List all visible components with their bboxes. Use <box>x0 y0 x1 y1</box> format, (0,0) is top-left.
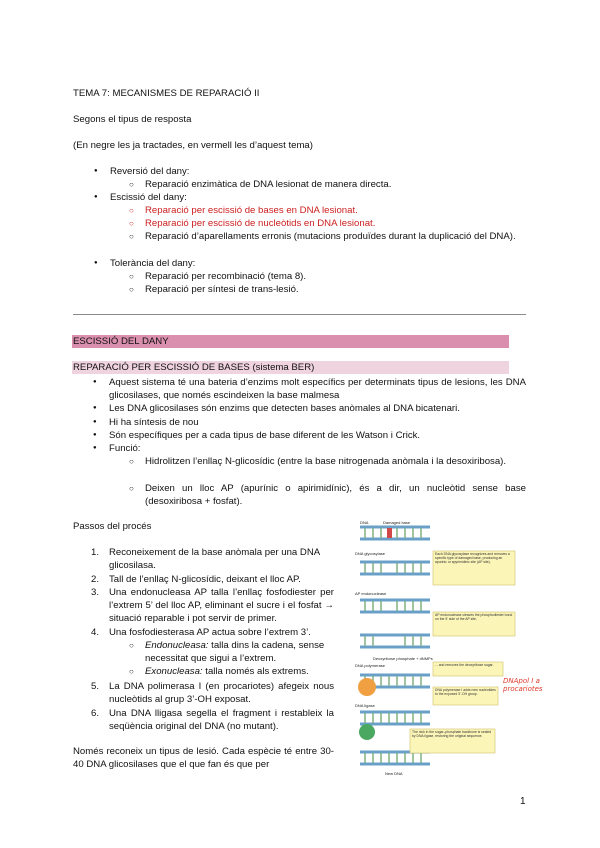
callout-text: DNA polymerase I adds new nucleotides to the exposed 3’-OH group. <box>435 688 496 697</box>
figure-label: DNA polymerase <box>355 663 386 668</box>
term: Endonucleasa: <box>145 640 209 651</box>
ber-point: ● Hi ha síntesis de nou <box>109 416 199 429</box>
step-number: 5. <box>91 681 100 692</box>
step-text: Una endonucleasa AP talla l’enllaç fosfodiester per l’extrem 5’ del lloc AP, eliminant el sucre i el fosfat → situació reparable i pot servir de primer. <box>109 587 334 624</box>
ber-point: ● Les DNA glicosilases són enzims que detecten bases anòmales al DNA bicatenari. <box>109 402 460 415</box>
step-text: La DNA polimerasa I (en procariotes) afegeix nous nucleòtids al grup 3’-OH exposat. <box>109 681 334 705</box>
figure-label: DNA glycosylase <box>355 551 386 556</box>
outline-subitem: ○ Reparació per escissió de nucleòtids en DNA lesionat. <box>145 217 375 230</box>
funcio-item: ○ Deixen un lloc AP (apurínic o apirimidínic), és a dir, un nucleòtid sense base (desoxiribosa + fosfat). <box>145 482 526 508</box>
page-number: 1 <box>520 796 526 807</box>
step-text: Una fosfodiesterasa AP actua sobre l’extrem 3’. <box>109 627 311 638</box>
steps-title: Passos del procés <box>73 521 152 532</box>
step-text: Tall de l’enllaç N-glicosídic, deixant el lloc AP. <box>109 574 301 585</box>
document-title: TEMA 7: MECANISMES DE REPARACIÓ II <box>73 88 260 99</box>
figure-label: Deoxyribose phosphate + dNMPs <box>373 656 433 661</box>
dna-polymerase-shape <box>358 678 376 696</box>
damaged-base-mark <box>387 528 392 538</box>
step-number: 3. <box>91 587 100 598</box>
callout-text: ... and removes the deoxyribose sugar. <box>435 663 494 667</box>
section-heading: ESCISSIÓ DEL DANY <box>72 335 509 348</box>
color-note: (En negre les ja tractades, en vermell les d’aquest tema) <box>73 140 313 151</box>
horizontal-rule <box>73 314 526 315</box>
subsection-heading: REPARACIÓ PER ESCISSIÓ DE BASES (sistema BER) <box>72 361 509 374</box>
figure-label: Damaged base <box>383 520 411 525</box>
outline-item: ● Reversió del dany: <box>110 165 189 178</box>
callout-text: The nick in the sugar–phosphate backbone is sealed by DNA ligase, restoring the original sequence. <box>412 730 492 739</box>
final-paragraph: Només reconeix un tipus de lesió. Cada espècie té entre 30-40 DNA glicosilases que el que fan és que per <box>73 746 334 770</box>
term: Exonucleasa: <box>145 666 203 677</box>
step-text: Reconeixement de la base anòmala per una DNA glicosilasa. <box>109 547 320 571</box>
callout-text: Each DNA glycosylase recognizes and removes a specific type of damaged base, producing an apurinic or apyrimidinic site (AP site). <box>435 552 510 565</box>
figure-label: DNA ligase <box>355 703 375 708</box>
outline-subitem: ○ Reparació enzimàtica de DNA lesionat de manera directa. <box>145 178 391 191</box>
definition: talla dins la cadena, sense necessitat que sigui a l’extrem. <box>145 640 325 664</box>
figure-label: New DNA <box>385 771 403 776</box>
step-text: Una DNA lligasa segella el fragment i restableix la seqüència original del DNA (no mutant). <box>109 708 334 732</box>
outline-item: ● Escissió del dany: <box>110 191 187 204</box>
callout-text: AP endonuclease cleaves the phosphodiester bond on the 5’ side of the AP site, <box>435 613 513 622</box>
ber-diagram <box>355 517 543 789</box>
outline-subitem: ○ Reparació d’aparellaments erronis (mutacions produïdes durant la duplicació del DNA). <box>145 230 526 243</box>
step-subitem <box>145 639 335 665</box>
step-number: 4. <box>91 627 100 638</box>
step-number: 6. <box>91 708 100 719</box>
ber-point: ● Funció: <box>109 442 140 455</box>
outline-subitem: ○ Reparació per síntesi de trans-lesió. <box>145 283 299 296</box>
dna-ligase-shape <box>359 724 375 740</box>
ber-point: ● Són específiques per a cada tipus de base diferent de les Watson i Crick. <box>109 429 420 442</box>
definition: talla només als extrems. <box>202 666 309 677</box>
step-number: 1. <box>91 547 100 558</box>
step-subitem <box>145 665 309 678</box>
figure-label: AP endonuclease <box>355 591 387 596</box>
figure-label: DNA <box>360 520 369 525</box>
step-number: 2. <box>91 574 100 585</box>
outline-subitem: ○ Reparació per recombinació (tema 8). <box>145 270 306 283</box>
outline-subitem: ○ Reparació per escissió de bases en DNA lesionat. <box>145 204 358 217</box>
subtitle: Segons el tipus de resposta <box>73 114 192 125</box>
outline-item: ● Tolerància del dany: <box>110 257 195 270</box>
ber-point: ● Aquest sistema té una bateria d’enzims molt específics per determinats tipus de lesions, les DNA glicosilases, que només escindeixen la base malmesa <box>109 376 526 402</box>
handwritten-note: DNApol I a procariotes <box>503 677 543 693</box>
funcio-item: ○ Hidrolitzen l’enllaç N-glicosídic (entre la base nitrogenada anòmala i la desoxiribosa). <box>145 455 526 468</box>
